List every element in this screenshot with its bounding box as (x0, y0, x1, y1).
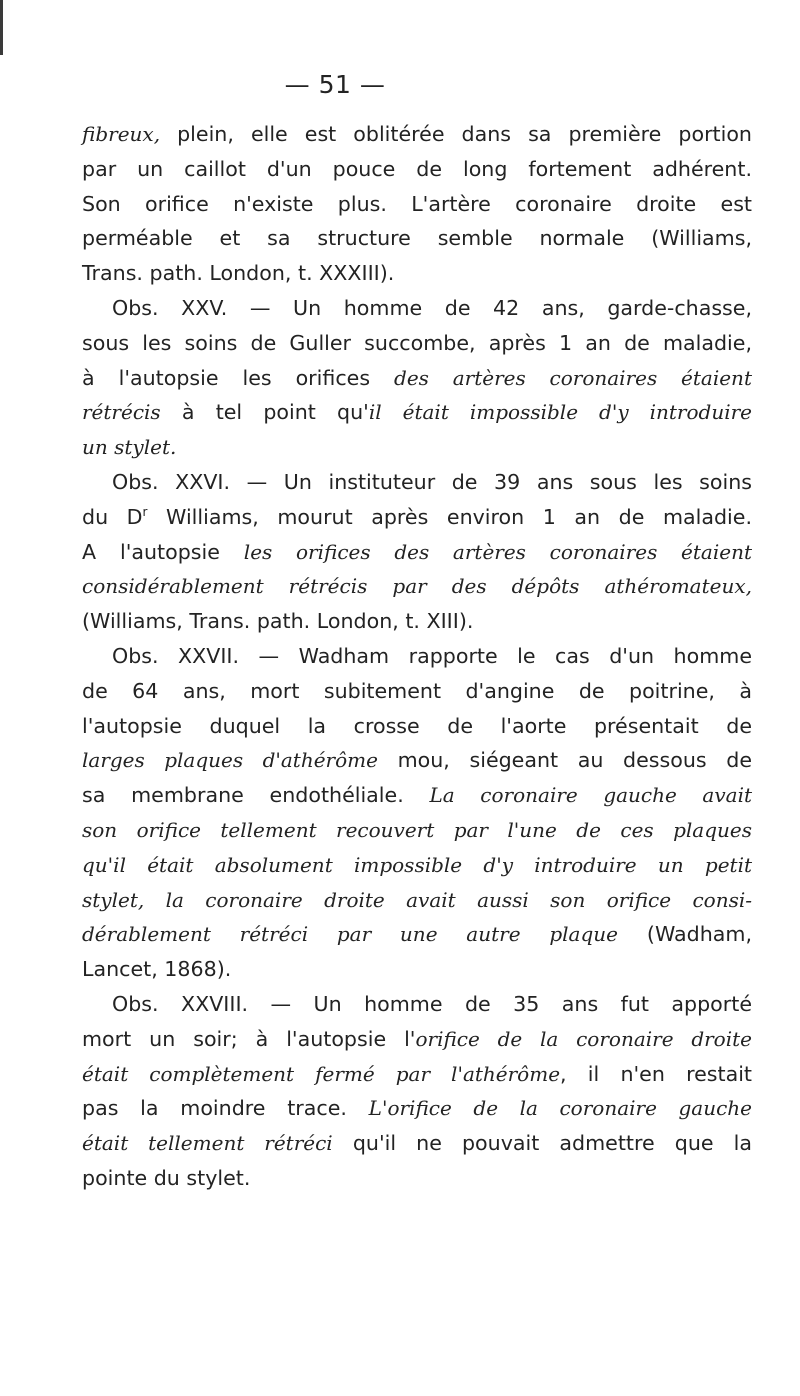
text-segment: A l'autopsie (82, 539, 244, 564)
text-line (82, 465, 752, 500)
text-line (82, 221, 752, 256)
text-segment: à l'autopsie les orifices (82, 365, 395, 390)
text-line (82, 1022, 752, 1057)
italic-text: était tellement rétréci (82, 1131, 333, 1156)
text-line (82, 883, 752, 918)
text-segment: (Williams, Trans. path. London, t. XIII). (82, 609, 474, 634)
text-line (82, 569, 752, 604)
italic-text: larges plaques d'athérôme (82, 748, 378, 773)
text-line (82, 117, 752, 152)
text-segment: sous les soins de Guller succombe, après 1 an de maladie, (82, 330, 752, 355)
text-segment: de 64 ans, mort subitement d'angine de poitrine, à (82, 678, 752, 703)
text-segment: sa membrane endothéliale. (82, 783, 430, 808)
text-segment: r (142, 504, 148, 519)
text-segment: Williams, mourut après environ 1 an de maladie. (147, 504, 752, 529)
italic-text: fibreux, (82, 122, 161, 146)
italic-text: des artères coronaires étaient (394, 365, 752, 390)
text-line (82, 952, 752, 987)
italic-text: L'orifice de la coronaire gauche (368, 1096, 753, 1121)
italic-text: qu'il était absolument impossible d'y introduire un petit (82, 852, 752, 877)
text-segment: l'autopsie duquel la crosse de l'aorte présentait de (82, 713, 752, 738)
italic-text: orifice de la coronaire droite (415, 1026, 752, 1051)
text-segment: perméable et sa structure semble normale (Williams, (82, 226, 752, 251)
italic-text: stylet, la coronaire droite avait aussi son orifice consi- (82, 887, 752, 912)
italic-text: son orifice tellement recouvert par l'une de ces plaques (82, 817, 752, 842)
text-line (82, 813, 752, 848)
text-line (82, 535, 752, 570)
text-line (82, 256, 752, 291)
text-line (82, 709, 752, 744)
italic-text: considérablement rétrécis par des dépôts athéromateux, (82, 574, 752, 599)
text-segment: plein, elle est oblitérée dans sa première portion (160, 122, 752, 146)
text-segment: du D (82, 504, 143, 529)
text-line (82, 987, 752, 1022)
text-segment: , il n'en restait (560, 1061, 753, 1086)
body-text (82, 117, 752, 1196)
text-segment: Obs. XXVI. — Un instituteur de 39 ans sous les soins (112, 469, 752, 494)
text-segment: Lancet, 1868). (82, 957, 232, 982)
text-segment: mou, siégeant au dessous de (377, 748, 752, 773)
text-line (82, 500, 752, 535)
text-line (82, 639, 752, 674)
text-line (82, 917, 752, 952)
text-line (82, 152, 752, 187)
text-line (82, 1161, 752, 1196)
text-segment: Obs. XXVIII. — Un homme de 35 ans fut apporté (112, 991, 752, 1016)
text-line (82, 1057, 752, 1092)
page-edge-mark (0, 0, 3, 55)
italic-text: était complètement fermé par l'athérôme (82, 1061, 561, 1086)
text-segment: par un caillot d'un pouce de long fortement adhérent. (82, 156, 752, 181)
text-line (82, 361, 752, 396)
text-line (82, 430, 752, 465)
text-line (82, 1126, 752, 1161)
text-line (82, 604, 752, 639)
text-segment: qu'il ne pouvait admettre que la (332, 1131, 753, 1156)
italic-text: il était impossible d'y introduire (368, 400, 753, 425)
text-segment: pointe du stylet. (82, 1165, 251, 1190)
text-line (82, 395, 752, 430)
italic-text: un stylet. (82, 435, 177, 460)
text-segment: Son orifice n'existe plus. L'artère coronaire droite est (82, 191, 752, 216)
italic-text: rétrécis (82, 400, 161, 425)
text-segment: pas la moindre trace. (82, 1096, 369, 1121)
text-line (82, 848, 752, 883)
italic-text: les orifices des artères coronaires étaient (243, 539, 752, 564)
text-segment: Obs. XXVII. — Wadham rapporte le cas d'un homme (112, 643, 752, 668)
italic-text: dérablement rétréci par une autre plaque (82, 922, 618, 947)
text-line (82, 743, 752, 778)
text-segment: (Wadham, (617, 922, 752, 947)
text-segment: à tel point qu' (160, 400, 369, 425)
text-segment: mort un soir; à l'autopsie l' (82, 1026, 416, 1051)
text-line (82, 326, 752, 361)
page-number: — 51 — (284, 70, 386, 99)
italic-text: La coronaire gauche avait (429, 783, 752, 808)
text-segment: Trans. path. London, t. XXXIII). (82, 261, 395, 286)
text-line (82, 291, 752, 326)
text-line (82, 1091, 752, 1126)
text-line (82, 674, 752, 709)
text-line (82, 778, 752, 813)
text-segment: Obs. XXV. — Un homme de 42 ans, garde-chasse, (112, 295, 752, 320)
text-line (82, 187, 752, 222)
